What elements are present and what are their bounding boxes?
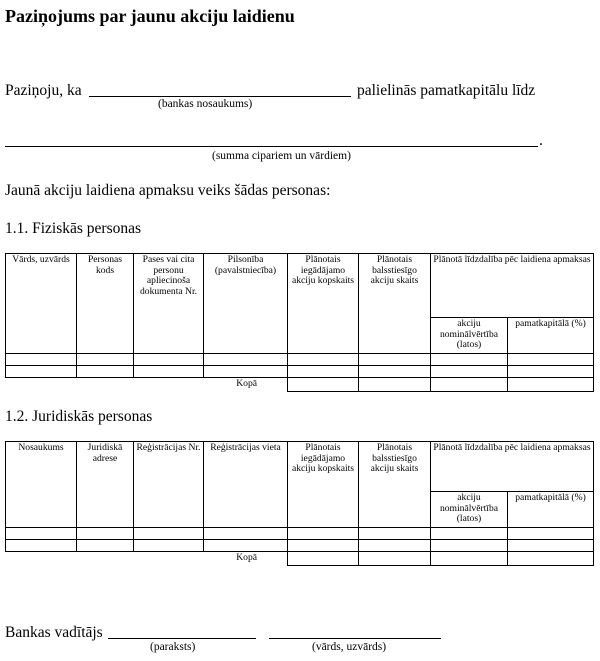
statement-prefix: Paziņoju, ka bbox=[5, 82, 82, 99]
table-row[interactable] bbox=[6, 366, 594, 378]
signature-caption: (paraksts) bbox=[150, 641, 196, 653]
col-header: Personas kods bbox=[77, 254, 134, 354]
col-header: Pilsonība (pavalstniecība) bbox=[204, 254, 288, 354]
table-row[interactable] bbox=[6, 540, 594, 552]
physical-persons-table bbox=[5, 253, 594, 392]
col-subheader: akciju nominālvērtība (latos) bbox=[431, 492, 508, 528]
col-subheader: pamatkapitālā (%) bbox=[508, 492, 594, 528]
total-label: Kopā bbox=[236, 378, 257, 389]
col-header: Juridiskā adrese bbox=[77, 442, 134, 528]
total-label: Kopā bbox=[236, 552, 257, 563]
amount-period: . bbox=[539, 132, 543, 149]
amount-caption: (summa cipariem un vārdiem) bbox=[212, 150, 351, 162]
col-header: Reģistrācijas Nr. bbox=[134, 442, 204, 528]
statement-suffix: palielinās pamatkapitālu līdz bbox=[357, 82, 536, 99]
col-header: Vārds, uzvārds bbox=[6, 254, 77, 354]
table-header-row bbox=[6, 442, 594, 492]
section2-heading: 1.2. Juridiskās personas bbox=[5, 408, 153, 425]
table-row[interactable] bbox=[6, 528, 594, 540]
table-row[interactable] bbox=[6, 354, 594, 366]
name-line[interactable] bbox=[269, 638, 441, 639]
col-header: Pases vai cita personu apliecinoša dokumenta Nr. bbox=[134, 254, 204, 354]
col-header: Reģistrācijas vieta bbox=[204, 442, 288, 528]
col-header: Plānotais balsstiesīgo akciju skaits bbox=[359, 254, 431, 354]
col-subheader: akciju nominālvērtība (latos) bbox=[431, 318, 508, 354]
amount-line[interactable] bbox=[5, 146, 538, 147]
intro-text: Jaunā akciju laidiena apmaksu veiks šādas personas: bbox=[5, 182, 331, 199]
document-title: Paziņojums par jaunu akciju laidienu bbox=[5, 6, 295, 26]
col-header: Plānotais iegādājamo akciju kopskaits bbox=[288, 442, 359, 528]
bank-name-line[interactable] bbox=[89, 96, 351, 97]
bank-name-caption: (bankas nosaukums) bbox=[158, 98, 253, 110]
total-row bbox=[6, 552, 594, 566]
col-header-group: Plānotā līdzdalība pēc laidiena apmaksas bbox=[431, 254, 594, 318]
legal-persons-table bbox=[5, 441, 594, 566]
signature-line[interactable] bbox=[108, 638, 256, 639]
signature-label: Bankas vadītājs bbox=[5, 624, 103, 641]
col-header: Plānotais balsstiesīgo akciju skaits bbox=[359, 442, 431, 528]
col-header-group: Plānotā līdzdalība pēc laidiena apmaksas bbox=[431, 442, 594, 492]
name-caption: (vārds, uzvārds) bbox=[312, 641, 387, 653]
col-subheader: pamatkapitālā (%) bbox=[508, 318, 594, 354]
col-header: Plānotais iegādājamo akciju kopskaits bbox=[288, 254, 359, 354]
section1-heading: 1.1. Fiziskās personas bbox=[5, 220, 142, 237]
col-header: Nosaukums bbox=[6, 442, 77, 528]
table-header-row bbox=[6, 254, 594, 318]
total-row bbox=[6, 378, 594, 392]
